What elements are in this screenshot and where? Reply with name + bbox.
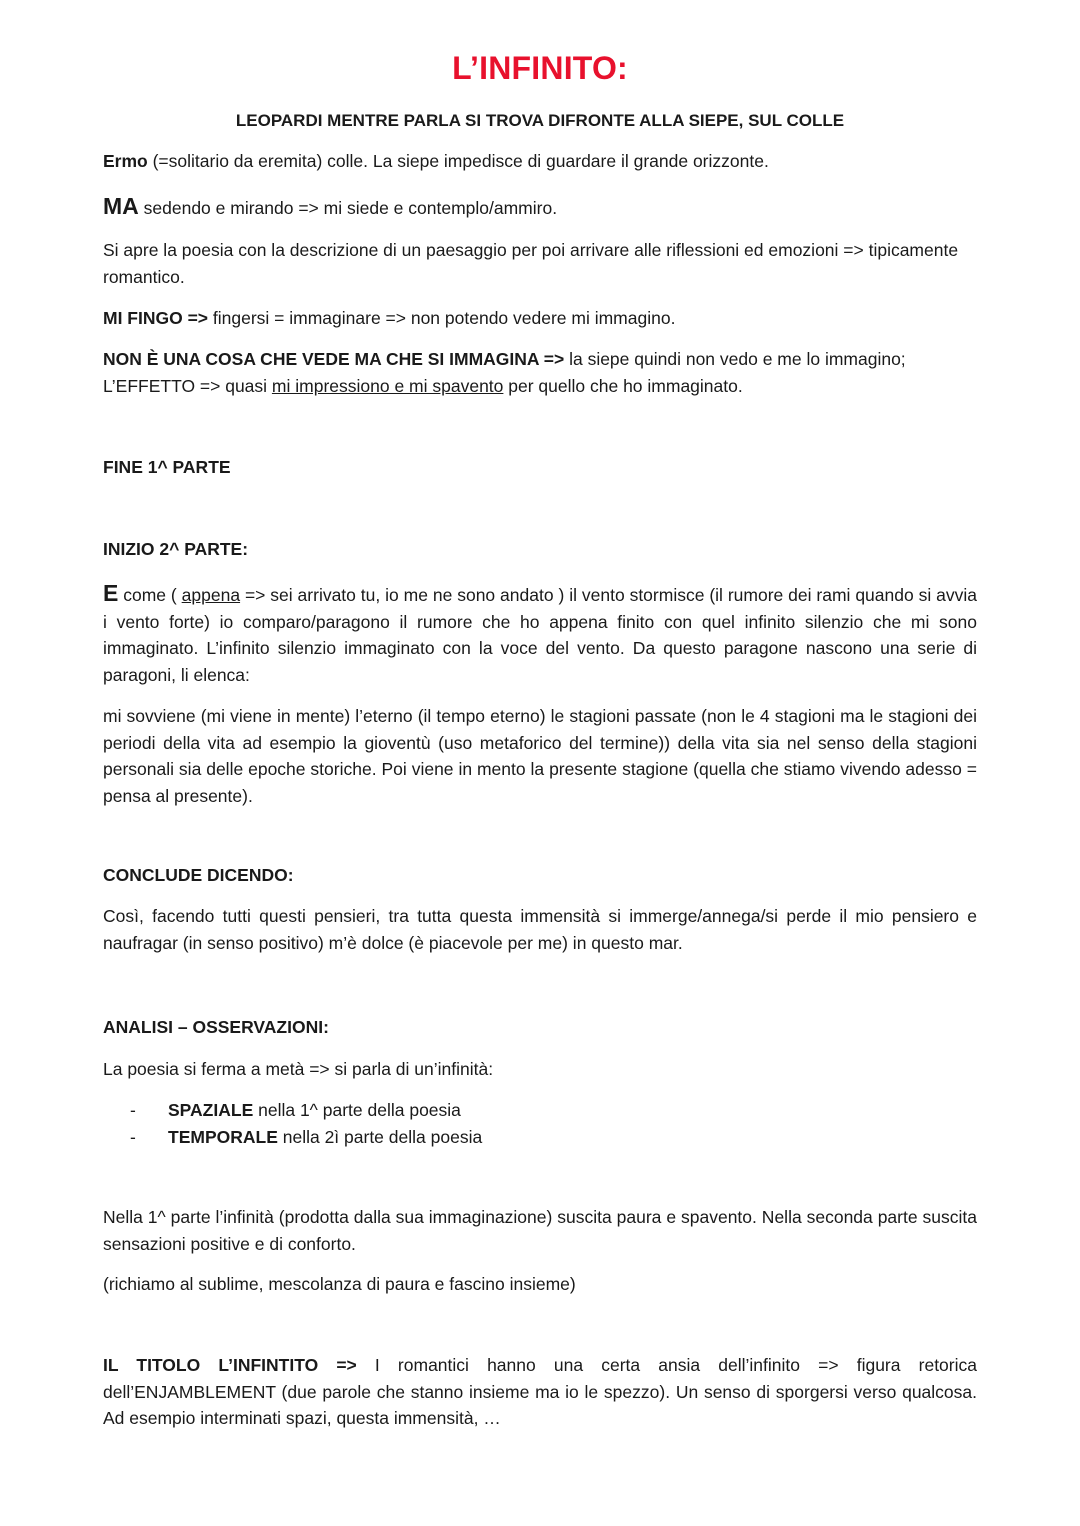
paragraph-mi-fingo [103, 305, 977, 332]
underlined-text: appena [181, 585, 241, 605]
term-spaziale: SPAZIALE [168, 1100, 254, 1120]
paragraph-non-e-una-cosa [103, 346, 977, 399]
paragraph-e-come [103, 580, 977, 688]
list-item [130, 1097, 482, 1124]
paragraph-text: fingersi = immaginare => non potendo vedere mi immagino. [208, 308, 676, 328]
paragraph-mi-sovviene: mi sovviene (mi viene in mente) l’eterno (il tempo eterno) le stagioni passate (non le 4 stagioni ma le stagioni dei periodi della vita ad esempio la gioventù (uso metaforico del termine)) della vita sia nel senso della stagioni personali sia delle epoche storiche. Poi viene in mento la presente stagione (quella che stiamo vivendo adesso = pensa al presente). [103, 706, 977, 806]
list-item-text: nella 2ì parte della poesia [277, 1126, 483, 1147]
paragraph-ma [103, 193, 977, 222]
term-ma: MA [103, 193, 139, 219]
term-e: E [103, 580, 119, 606]
paragraph-nella-1-parte: Nella 1^ parte l’infinità (prodotta dalla sua immaginazione) suscita paura e spavento. Nella seconda parte suscita sensazioni positive e di conforto. [103, 1207, 977, 1254]
term-il-titolo: IL TITOLO L’INFINTITO => [103, 1355, 357, 1375]
list-item-text: nella 1^ parte della poesia [253, 1100, 461, 1120]
paragraph-text: la siepe quindi non vedo e me lo immagino; L’EFFETTO => quasi [103, 349, 906, 396]
paragraph-apertura: Si apre la poesia con la descrizione di un paesaggio per poi arrivare alle riflessioni ed emozioni => tipicamente romantico. [103, 240, 959, 287]
term-non-e-una-cosa: NON È UNA COSA CHE VEDE MA CHE SI IMMAGINA => [103, 349, 565, 369]
term-mi-fingo: MI FINGO => [103, 308, 209, 328]
bullet-dash: - [130, 1126, 136, 1147]
paragraph-richiamo: (richiamo al sublime, mescolanza di paura e fascino insieme) [103, 1274, 576, 1294]
heading-analisi-osservazioni: ANALISI – OSSERVAZIONI: [103, 1017, 329, 1037]
underlined-text: mi impressiono e mi spavento [271, 375, 504, 396]
heading-inizio-2-parte: INIZIO 2^ PARTE: [103, 539, 249, 559]
heading-fine-1-parte: FINE 1^ PARTE [103, 457, 231, 477]
paragraph-text: come ( [118, 585, 182, 605]
paragraph-text: I romantici hanno una certa ansia dell’infinito => figura retorica dell’ENJAMBLEMENT (due parole che stanno insieme ma io le spezzo). Un senso di sporgersi verso qualcosa. Ad esempio interminati spazi, questa immensità, … [103, 1355, 977, 1428]
paragraph-la-poesia: La poesia si ferma a metà => si parla di un’infinità: [103, 1059, 494, 1079]
list-item [130, 1124, 482, 1151]
paragraph-text: (=solitario da eremita) colle. La siepe impedisce di guardare il grande orizzonte. [147, 151, 769, 171]
paragraph-text: => sei arrivato tu, io me ne sono andato ) il vento stormisce (il rumore dei rami quando si avvia i vento forte) io comparo/paragono il rumore che ho appena finito con quel infinito silenzio che mi sono immaginato. L’infinito silenzio immaginato con la voce del vento. Da questo paragone nascono una serie di paragoni, li elenca: [103, 585, 977, 685]
paragraph-cosi: Così, facendo tutti questi pensieri, tra tutta questa immensità si immerge/annega/si perde il mio pensiero e naufragar (in senso positivo) m’è dolce (è piacevole per me) in questo mar. [103, 906, 977, 953]
paragraph-il-titolo [103, 1352, 977, 1432]
heading-conclude-dicendo: CONCLUDE DICENDO: [103, 865, 294, 885]
bullet-list [130, 1097, 482, 1150]
page-subtitle: LEOPARDI MENTRE PARLA SI TROVA DIFRONTE ALLA SIEPE, SUL COLLE [235, 111, 845, 130]
paragraph-ermo [103, 148, 977, 175]
term-temporale: TEMPORALE [168, 1126, 278, 1147]
paragraph-text: per quello che ho immaginato. [503, 375, 743, 396]
page-title: L’INFINITO: [452, 50, 628, 86]
term-ermo: Ermo [103, 151, 148, 171]
bullet-dash: - [130, 1100, 136, 1120]
paragraph-text: sedendo e mirando => mi siede e contemplo/ammiro. [138, 198, 558, 218]
